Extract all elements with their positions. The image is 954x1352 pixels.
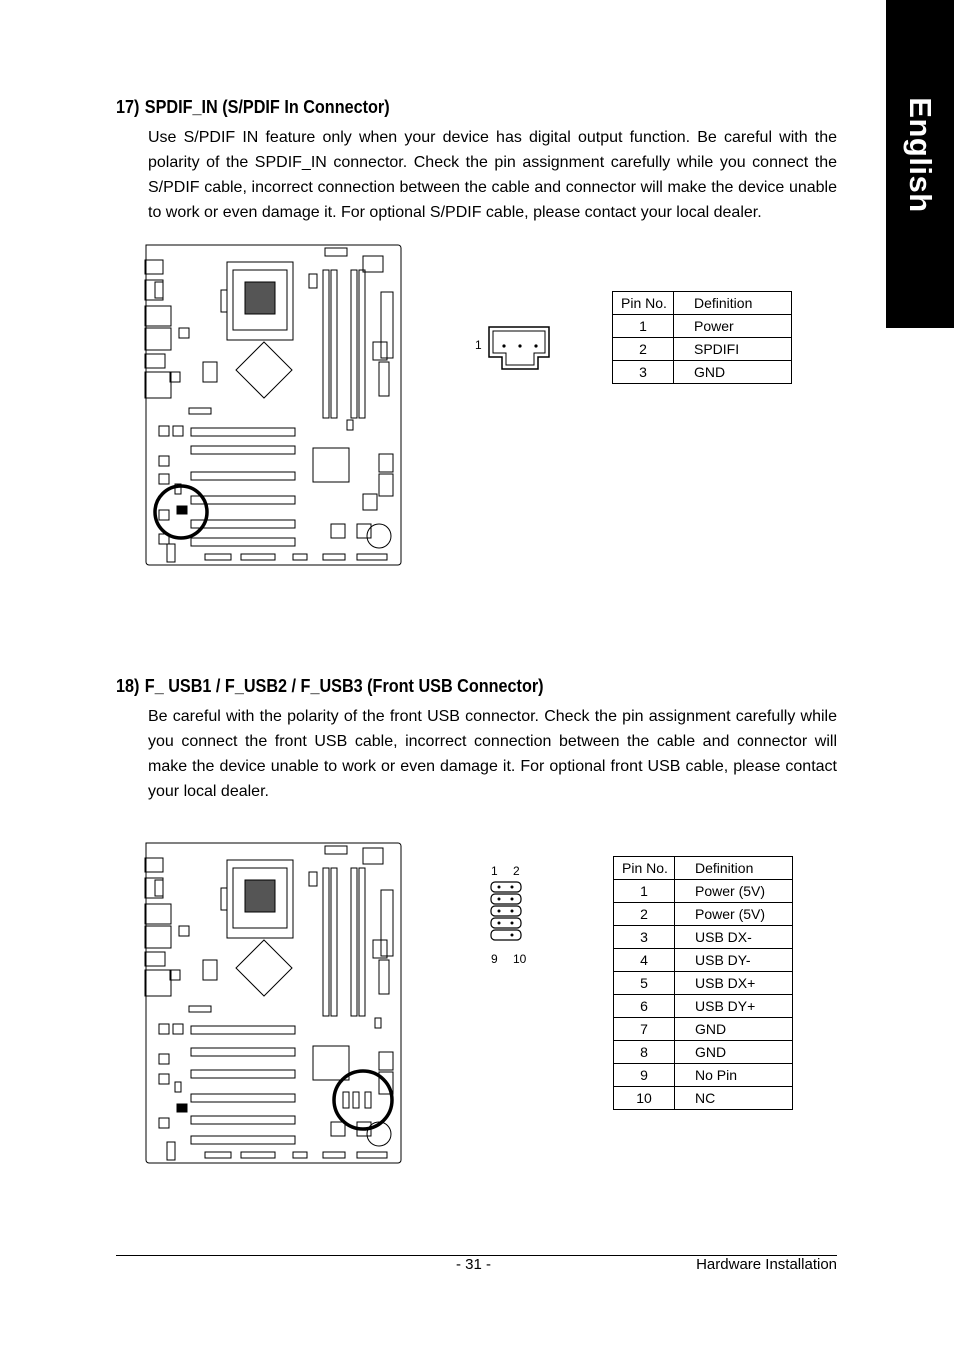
section-18-heading [116, 676, 544, 697]
pin-number: 6 [614, 995, 675, 1018]
table-row [614, 880, 793, 903]
section-17-body: Use S/PDIF IN feature only when your device has digital output function. Be careful with the polarity of the SPDIF_IN connector. Check the pin assignment carefully while you connect the S/PDIF cable, incorrect connection between the cable and connector will make the device unable to work or even damage it. For optional S/PDIF cable, please contact your local dealer. [148, 129, 837, 221]
pin-number: 4 [614, 949, 675, 972]
pin-number: 7 [614, 1018, 675, 1041]
table-row [614, 903, 793, 926]
pin-definition: SPDIFI [674, 338, 792, 361]
table-row [614, 995, 793, 1018]
pin-number: 2 [614, 903, 675, 926]
spdif-pin-table [612, 291, 792, 384]
pin-definition: USB DY- [675, 949, 793, 972]
pin-number: 1 [613, 315, 674, 338]
table-header-row [613, 292, 792, 315]
pin-number: 1 [614, 880, 675, 903]
column-header: Definition [675, 857, 793, 880]
pin-definition: USB DX+ [675, 972, 793, 995]
usb-pin1-label: 1 [491, 864, 498, 878]
usb-pin10-label: 10 [513, 952, 527, 966]
section-17-heading [116, 97, 390, 118]
table-row [613, 361, 792, 384]
pin-number: 5 [614, 972, 675, 995]
pin-definition: No Pin [675, 1064, 793, 1087]
spdif-connector-icon [488, 326, 552, 372]
pin-number: 3 [613, 361, 674, 384]
pin-number: 2 [613, 338, 674, 361]
usb-pin2-label: 2 [513, 864, 520, 878]
page-number: - 31 - [456, 1256, 492, 1273]
spdif-pin1-label: 1 [475, 338, 482, 352]
language-tab-label: English [903, 97, 938, 213]
pin-definition: GND [675, 1041, 793, 1064]
pin-number: 9 [614, 1064, 675, 1087]
usb-pin-table [613, 856, 793, 1110]
section-18-title: F_ USB1 / F_USB2 / F_USB3 (Front USB Connector) [144, 676, 544, 696]
footer-section-name: Hardware Installation [696, 1256, 837, 1273]
motherboard-diagram-usb [143, 842, 403, 1166]
pin-number: 8 [614, 1041, 675, 1064]
section-17-title: SPDIF_IN (S/PDIF In Connector) [144, 97, 390, 117]
table-row [614, 1087, 793, 1110]
table-row [613, 338, 792, 361]
table-row [614, 1018, 793, 1041]
pin-definition: GND [675, 1018, 793, 1041]
usb-pin9-label: 9 [491, 952, 498, 966]
pin-definition: USB DX- [675, 926, 793, 949]
table-header-row [614, 857, 793, 880]
motherboard-diagram-spdif [143, 244, 403, 568]
table-row [613, 315, 792, 338]
pin-definition: GND [674, 361, 792, 384]
table-row [614, 1064, 793, 1087]
pin-definition: Power (5V) [675, 903, 793, 926]
usb-header-icon [489, 880, 523, 946]
section-17-number: 17) [116, 97, 140, 117]
pin-definition: Power [674, 315, 792, 338]
pin-number: 10 [614, 1087, 675, 1110]
pin-definition: Power (5V) [675, 880, 793, 903]
column-header: Pin No. [614, 857, 675, 880]
section-18-body: Be careful with the polarity of the front USB connector. Check the pin assignment carefully while you connect the front USB cable, incorrect connection between the cable and connector will make the device unable to work or even damage it. For optional front USB cable, please contact your local dealer. [148, 708, 837, 800]
pin-number: 3 [614, 926, 675, 949]
column-header: Definition [674, 292, 792, 315]
table-row [614, 949, 793, 972]
table-row [614, 1041, 793, 1064]
pin-definition: USB DY+ [675, 995, 793, 1018]
language-tab [886, 0, 954, 328]
section-18-number: 18) [116, 676, 140, 696]
pin-definition: NC [675, 1087, 793, 1110]
table-row [614, 926, 793, 949]
table-row [614, 972, 793, 995]
column-header: Pin No. [613, 292, 674, 315]
